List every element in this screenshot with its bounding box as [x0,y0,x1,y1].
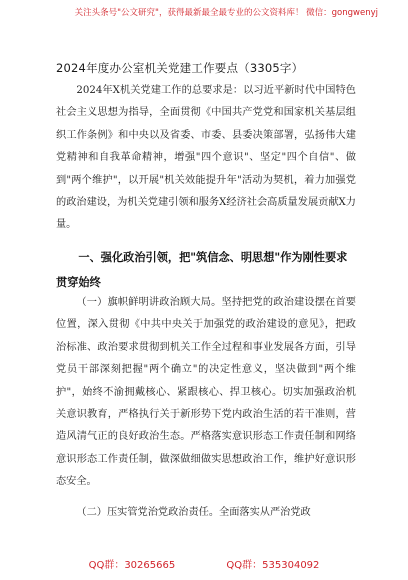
document-title: 2024年度办公室机关党建工作要点（3305字） [56,61,304,75]
header-banner: 关注头条号"公文研究"，获得最新最全最专业的公文资料库！ 微信：gongwenyj [74,8,378,18]
section-heading: 一、强化政治引领，把"筑信念、明思想"作为刚性要求贯穿始终 [56,251,348,289]
footer-qq-group-1: QQ群：30265665 [88,560,176,571]
intro-paragraph: 2024年X机关党建工作的总要求是：以习近平新时代中国特色社会主义思想为指导，全面贯彻《中国共产党党和国家机关基层组织工作条例》和中央以及省委、市委、县委决策部署，弘扬伟大建党精神和自我革命精神，增强"四个意识"、坚定"四个自信"、做到"两个维护"，以开展"机关效能提升年"活动为契机，着力加强党的政治建设，为机关党建引领和服务X经济社会高质量发展贡献X力量。 [56,85,356,231]
section-paragraph-2: （二）压实管党治党政治责任。全面落实从严治党政 [76,507,311,518]
footer-contact [0,556,408,571]
section-paragraph-1: （一）旗帜鲜明讲政治顾大局。坚持把党的政治建设摆在首要位置，深入贯彻《中共中央关于加强党的政治建设的意见》，把政治标准、政治要求贯彻到机关工作全过程和事业发展各方面，引导党员干部深刻把握"两个确立"的决定性意义，坚决做到"两个维护"，始终不渝拥戴核心、紧跟核心、捍卫核心。切实加强政治机关意识教育，严格执行关于新形势下党内政治生活的若干准则，营造风清气正的良好政治生态。严格落实意识形态工作责任制和网络意识形态工作责任制，做深做细做实思想政治工作，维护好意识形态安全。 [56,297,356,488]
footer-qq-group-2: QQ群：535304092 [226,560,320,571]
